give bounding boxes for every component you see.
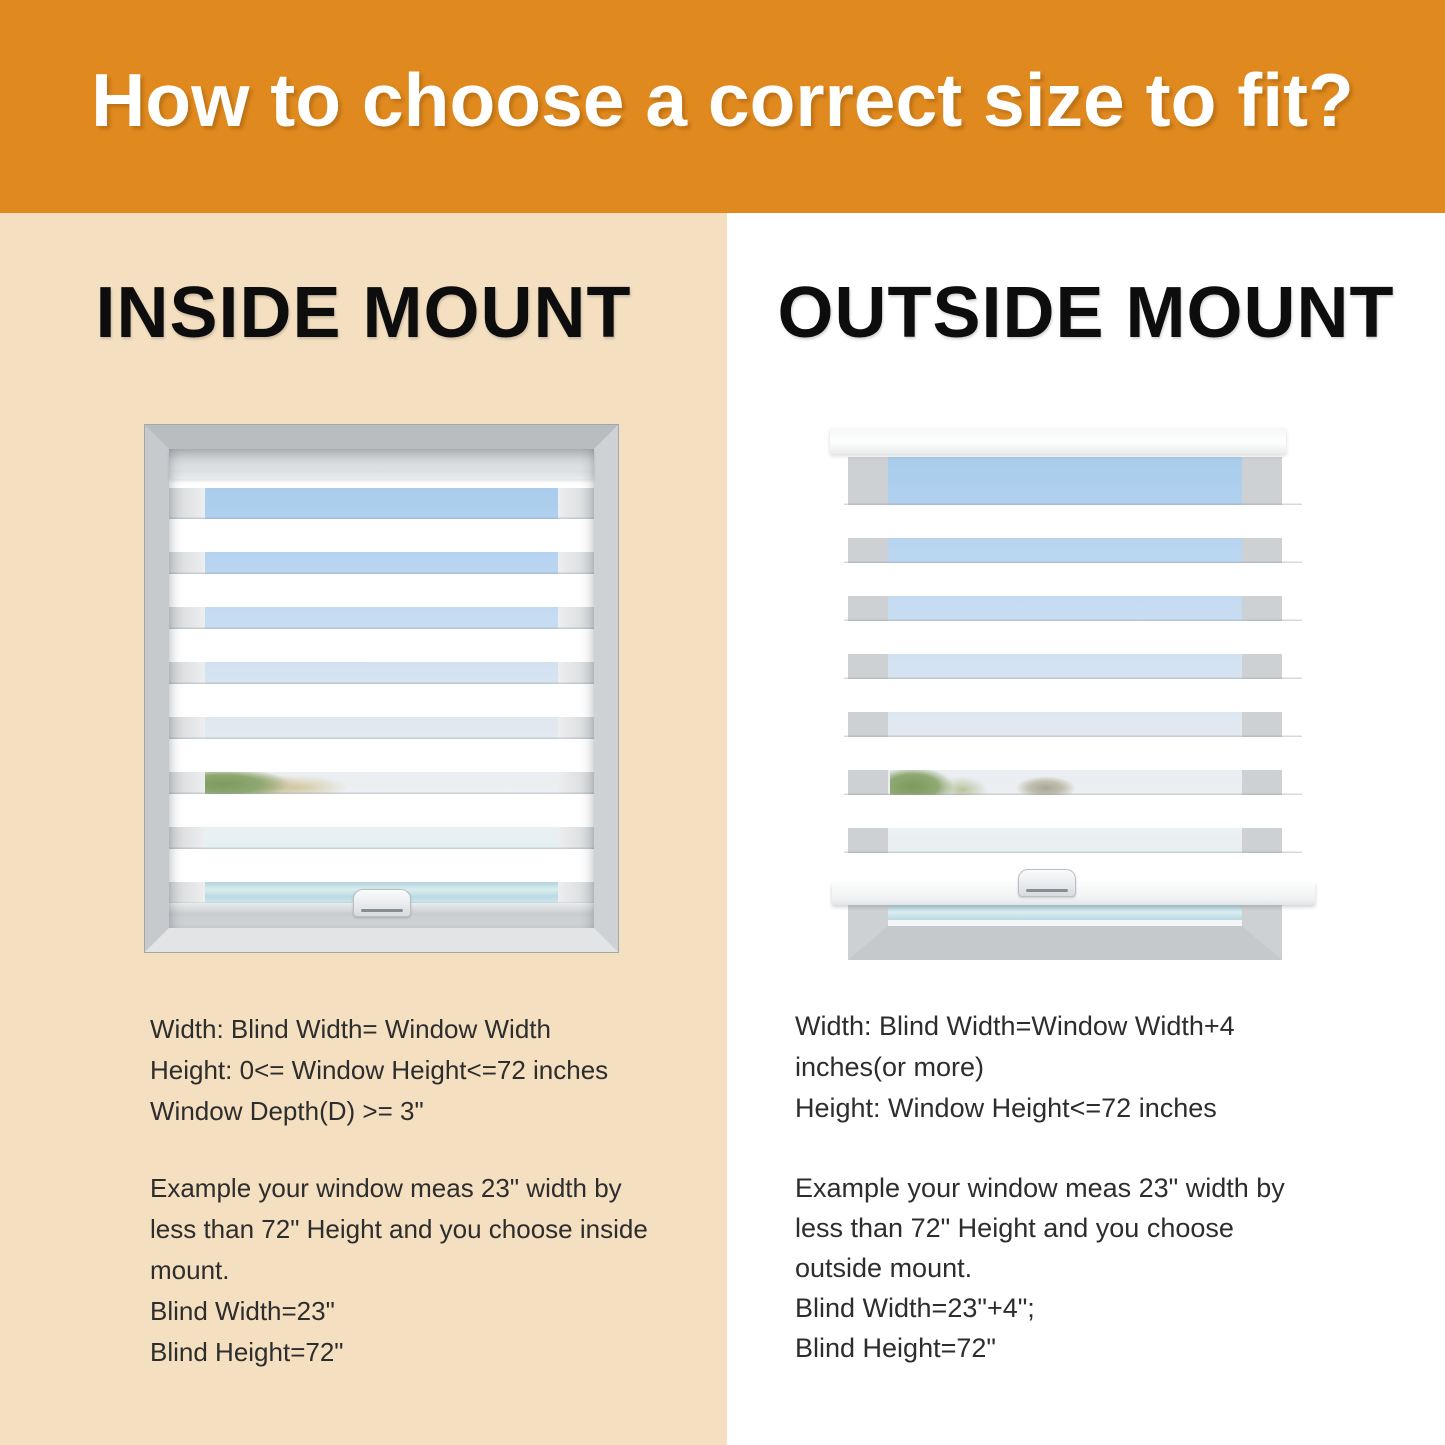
text-line: Example your window meas 23" width by <box>795 1173 1285 1203</box>
text-line: less than 72" Height and you choose inside <box>150 1214 648 1244</box>
text-line: outside mount. <box>795 1253 973 1283</box>
text-line: Blind Height=72" <box>150 1337 344 1367</box>
window-stool <box>888 920 1242 926</box>
banner <box>0 0 1445 215</box>
outside-example-text <box>795 1168 1285 1368</box>
text-line: Blind Height=72" <box>795 1333 996 1363</box>
text-line: Blind Width=23" <box>150 1296 335 1326</box>
zebra-blind-stripes <box>844 454 1302 883</box>
blind-headrail <box>830 428 1286 454</box>
outside-mount-window-illustration <box>830 428 1317 962</box>
text-line: Width: Blind Width=Window Width+4 <box>795 1011 1235 1041</box>
text-line: Height: Window Height<=72 inches <box>795 1093 1217 1123</box>
text-line: inches(or more) <box>795 1052 985 1082</box>
text-line: Example your window meas 23" width by <box>150 1173 622 1203</box>
blind-handle <box>353 889 411 917</box>
inside-example-text <box>150 1168 648 1373</box>
banner-title: How to choose a correct size to fit? <box>91 57 1354 142</box>
text-line: mount. <box>150 1255 230 1285</box>
zebra-blind-stripes <box>169 479 594 928</box>
blind-cassette <box>169 449 594 479</box>
text-line: Width: Blind Width= Window Width <box>150 1014 551 1044</box>
outside-mount-heading: OUTSIDE MOUNT <box>777 273 1395 353</box>
inside-mount-heading: INSIDE MOUNT <box>95 273 632 353</box>
blind-handle <box>1018 869 1076 897</box>
outside-spec-text <box>795 1006 1235 1129</box>
text-line: Height: 0<= Window Height<=72 inches <box>150 1055 609 1085</box>
inside-spec-text <box>150 1009 608 1132</box>
inside-mount-window-illustration <box>145 425 618 952</box>
text-line: Window Depth(D) >= 3" <box>150 1096 424 1126</box>
text-line: less than 72" Height and you choose <box>795 1213 1234 1243</box>
text-line: Blind Width=23"+4"; <box>795 1293 1035 1323</box>
